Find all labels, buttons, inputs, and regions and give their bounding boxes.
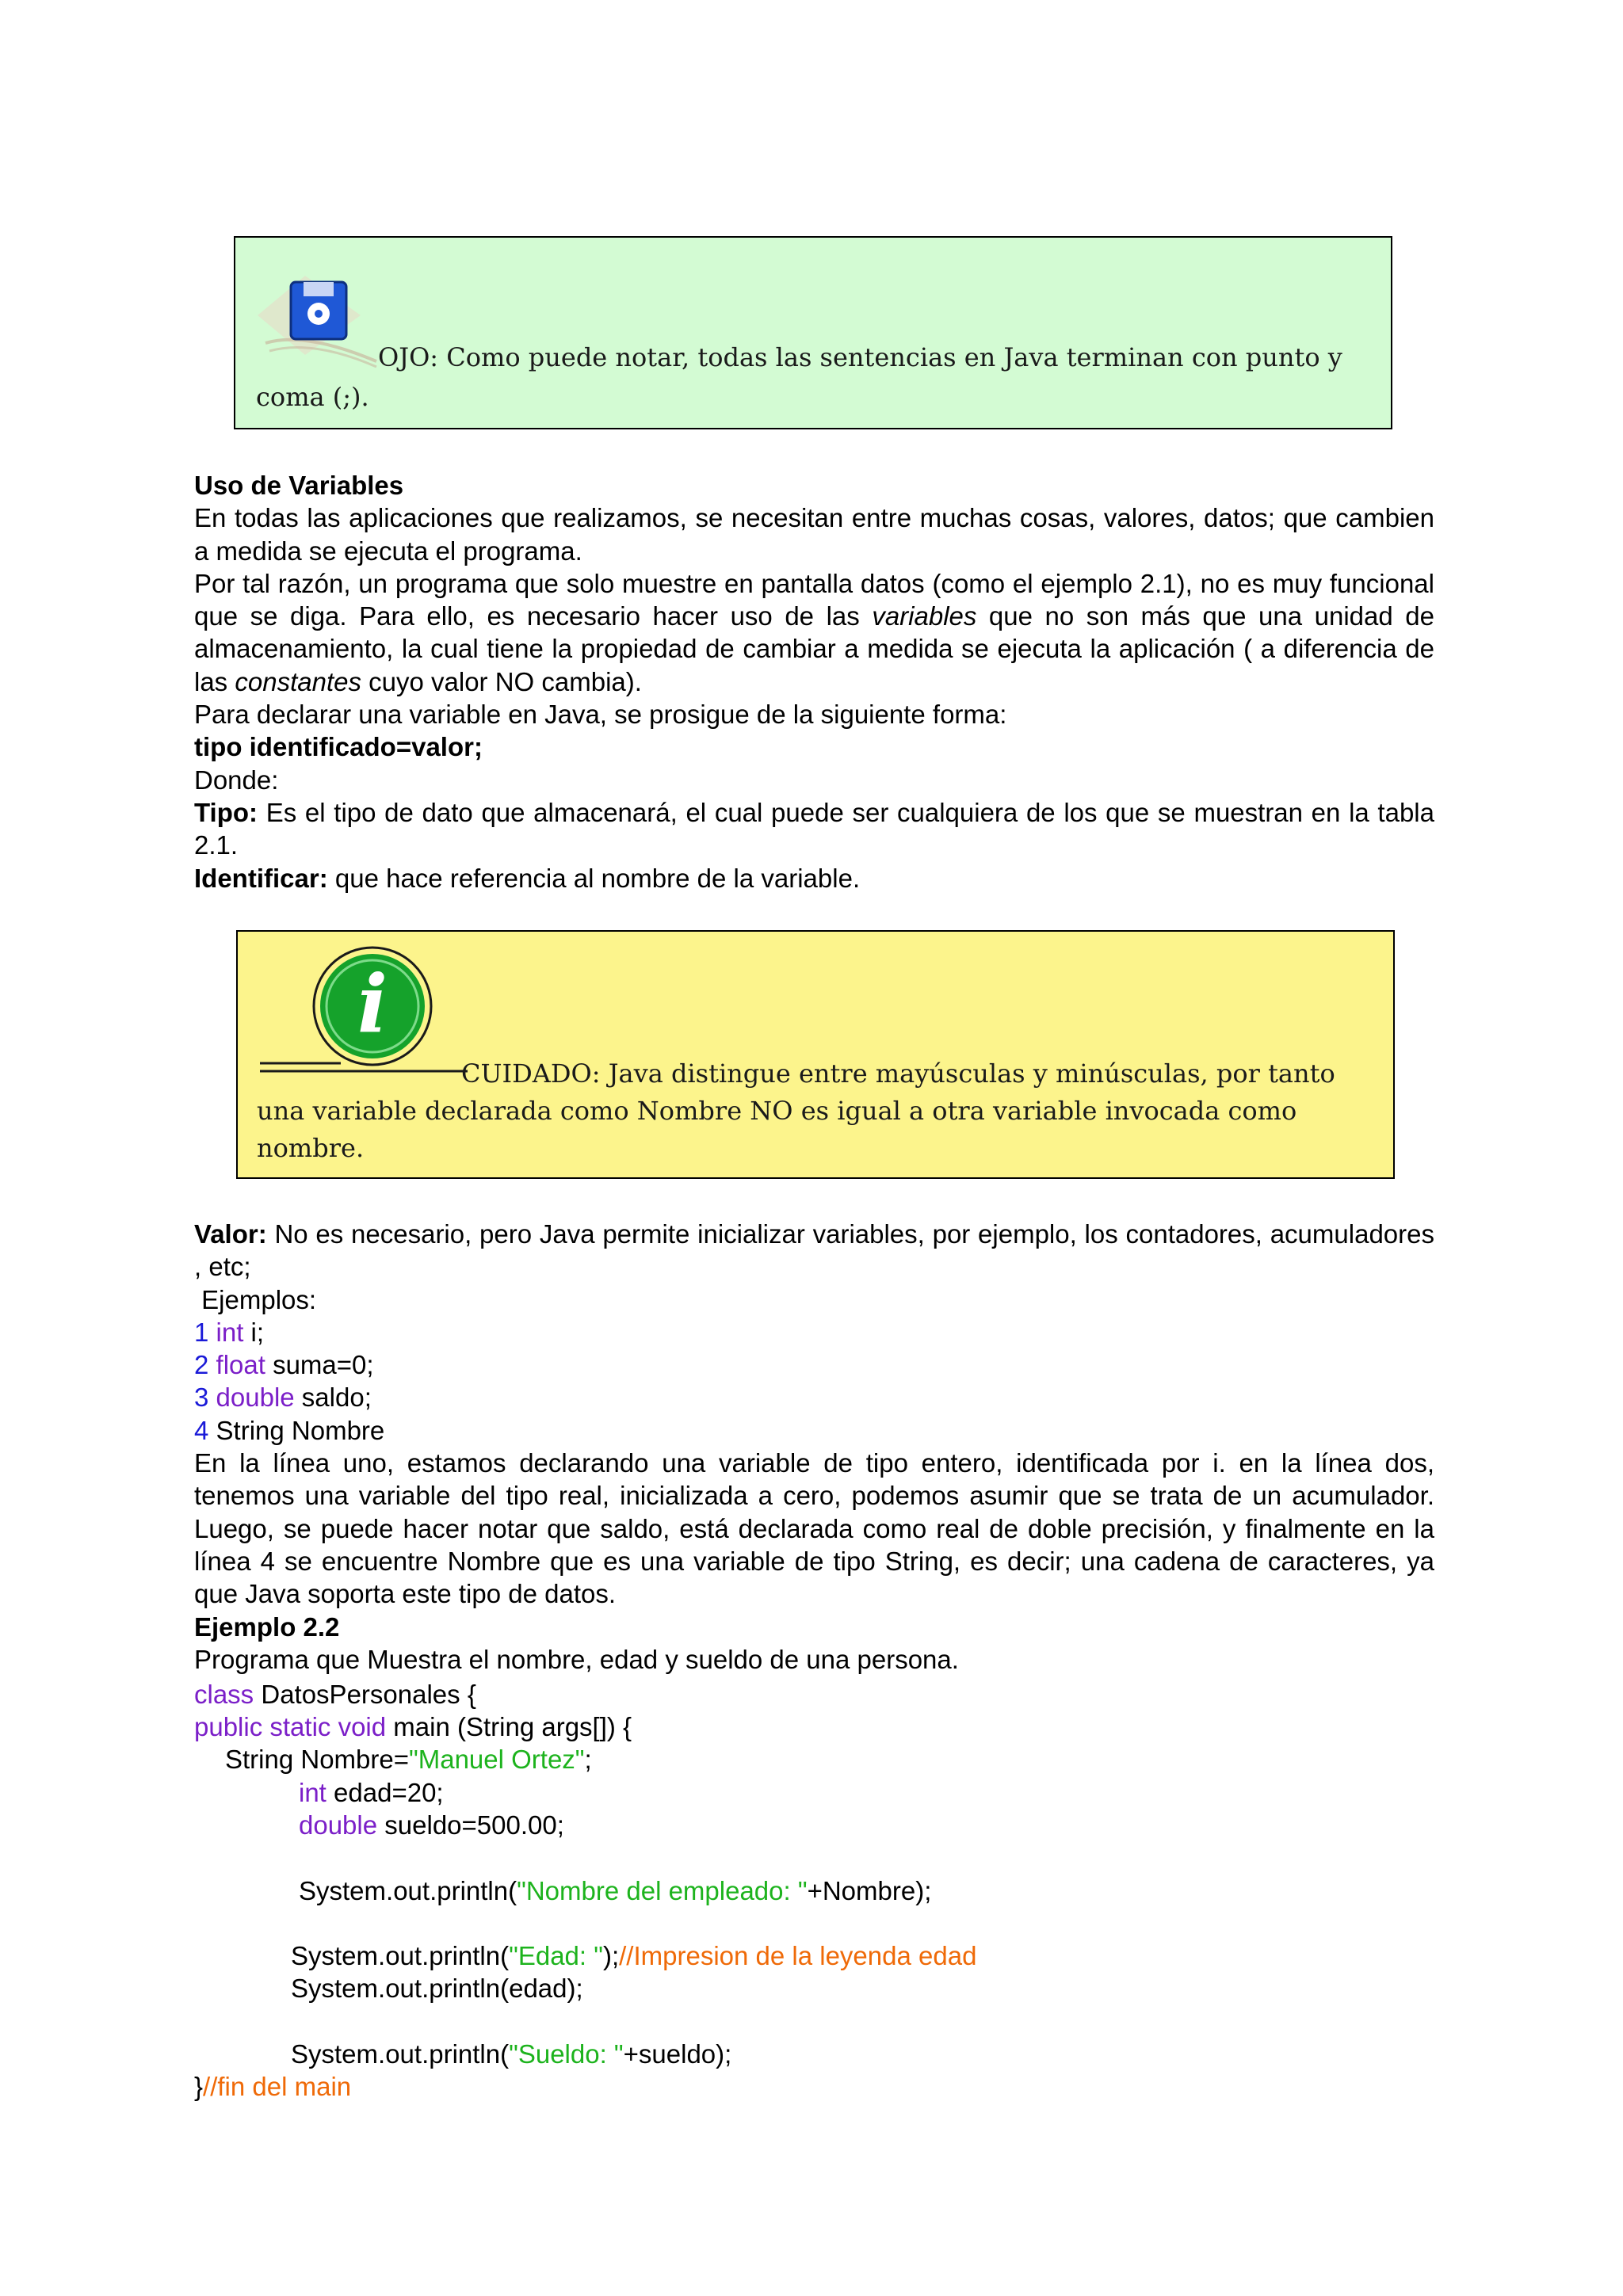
note-cuidado-line2: una variable declarada como Nombre NO es igual a otra variable invocada como [257, 1096, 1297, 1126]
example-description: Programa que Muestra el nombre, edad y sueldo de una persona. [194, 1644, 959, 1674]
code-line: class DatosPersonales { [194, 1680, 476, 1709]
code-line: public static void main (String args[]) { [194, 1712, 632, 1741]
code-line: double sueldo=500.00; [299, 1810, 564, 1840]
ejemplos-label: Ejemplos: [194, 1284, 317, 1314]
example-line: 2 float suma=0; [194, 1350, 374, 1380]
note-ojo-line1: OJO: Como puede notar, todas las sentencias en Java terminan con punto y [378, 342, 1342, 372]
syntax-line: tipo identificado=valor; [194, 732, 483, 762]
note-ojo-line2: coma (;). [256, 382, 369, 412]
section-uso-de-variables [194, 469, 1434, 894]
code-line: }//fin del main [194, 2072, 352, 2101]
note-ojo-box [234, 236, 1392, 429]
example-heading: Ejemplo 2.2 [194, 1611, 340, 1642]
code-line: int edad=20; [299, 1778, 444, 1807]
tipo-definition: Tipo: Es el tipo de dato que almacenará, el cual puede ser cualquiera de los que se muestran en la tabla 2.1. [194, 797, 1434, 860]
note-cuidado-line3: nombre. [257, 1133, 365, 1163]
code-line: System.out.println("Nombre del empleado: "+Nombre); [299, 1876, 932, 1905]
section-valor [194, 1218, 1434, 1676]
identificar-definition: Identificar: que hace referencia al nombre de la variable. [194, 863, 861, 893]
svg-text:i: i [357, 957, 388, 1051]
code-line: System.out.println("Sueldo: "+sueldo); [291, 2039, 732, 2069]
paragraph: En la línea uno, estamos declarando una variable de tipo entero, identificada por i. en la línea dos, tenemos una variable del tipo real, inicializada a cero, podemos asumir que se trata de un acumulador. Luego, se puede hacer notar que saldo, está declarada como real de doble precisión, y finalmente en la línea 4 se encuentre Nombre que es una variable de tipo String, es decir; una cadena de caracteres, ya que Java soporta este tipo de datos. [194, 1448, 1434, 1609]
code-line: String Nombre="Manuel Ortez"; [225, 1745, 592, 1774]
example-line: 1 int i; [194, 1317, 265, 1347]
code-line: System.out.println(edad); [291, 1974, 583, 2003]
floppy-disk-icon [258, 268, 392, 371]
note-cuidado-box [236, 930, 1395, 1179]
paragraph: Por tal razón, un programa que solo muestre en pantalla datos (como el ejemplo 2.1), no es muy funcional que se diga. Para ello, es necesario hacer uso de las variables que no son más que una unidad de almacenamiento, la cual tiene la propiedad de cambiar a medida se ejecuta la aplicación ( a diferencia de las constantes cuyo valor NO cambia). [194, 568, 1434, 696]
paragraph: Para declarar una variable en Java, se prosigue de la siguiente forma: [194, 700, 1007, 730]
valor-definition: Valor: No es necesario, pero Java permite inicializar variables, por ejemplo, los contadores, acumuladores , etc; [194, 1219, 1434, 1282]
code-line: System.out.println("Edad: ");//Impresion de la leyenda edad [291, 1941, 977, 1970]
info-icon [254, 943, 468, 1074]
section-heading: Uso de Variables [194, 471, 404, 500]
note-cuidado-line1: CUIDADO: Java distingue entre mayúsculas y minúsculas, por tanto [461, 1058, 1335, 1089]
example-line: 3 double saldo; [194, 1383, 372, 1413]
donde-label: Donde: [194, 765, 279, 795]
paragraph: En todas las aplicaciones que realizamos, se necesitan entre muchas cosas, valores, datos; que cambien a medida se ejecuta el programa. [194, 503, 1434, 566]
example-line: 4 String Nombre [194, 1415, 385, 1445]
